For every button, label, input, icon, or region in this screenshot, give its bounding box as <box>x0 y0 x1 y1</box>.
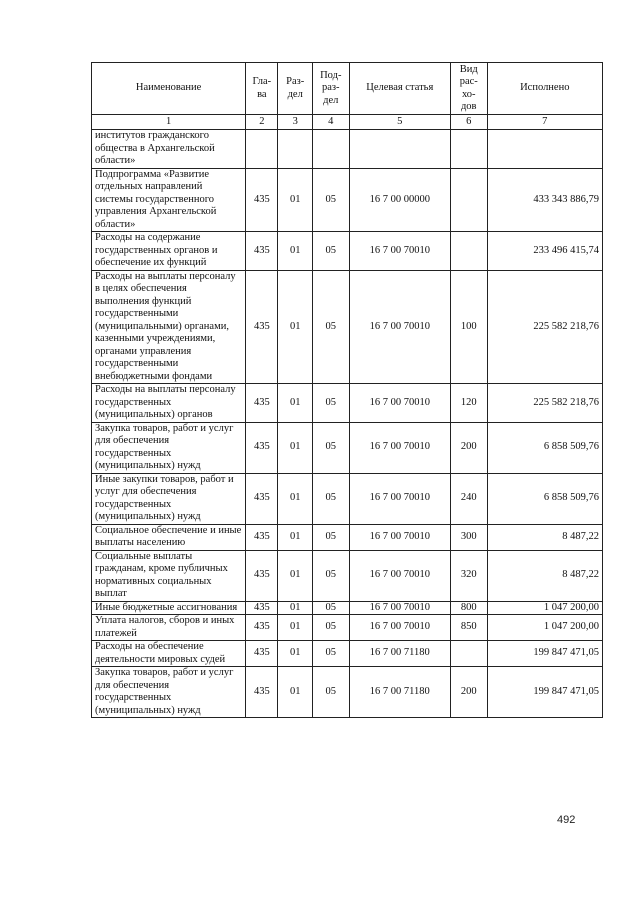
row-vid-cell: 850 <box>450 615 487 641</box>
row-name-cell: Расходы на выплаты персоналу в целях обеспечения выполнения функций государственными (муниципальными) органами, казенными учреждениями, органами управления государственными внебюджетными фондами <box>92 270 246 384</box>
row-razdel-cell: 01 <box>278 270 312 384</box>
row-amount-cell: 225 582 218,76 <box>487 384 602 423</box>
row-vid-cell <box>450 232 487 271</box>
column-number: 5 <box>349 115 450 130</box>
header-name: Наименование <box>92 63 246 115</box>
table-row <box>92 601 603 615</box>
row-razdel-cell <box>278 130 312 169</box>
table-row <box>92 422 603 473</box>
row-razdel-cell: 01 <box>278 232 312 271</box>
row-vid-cell: 200 <box>450 667 487 718</box>
table-row <box>92 232 603 271</box>
row-glava-cell: 435 <box>246 473 278 524</box>
row-razdel-cell: 01 <box>278 641 312 667</box>
column-number: 2 <box>246 115 278 130</box>
table-row <box>92 270 603 384</box>
row-podrazdel-cell <box>312 130 349 169</box>
row-amount-cell: 8 487,22 <box>487 550 602 601</box>
row-amount-cell: 199 847 471,05 <box>487 667 602 718</box>
row-vid-cell: 320 <box>450 550 487 601</box>
row-podrazdel-cell: 05 <box>312 384 349 423</box>
row-name-cell: Социальные выплаты гражданам, кроме публичных нормативных социальных выплат <box>92 550 246 601</box>
row-razdel-cell: 01 <box>278 550 312 601</box>
row-glava-cell: 435 <box>246 667 278 718</box>
row-podrazdel-cell: 05 <box>312 422 349 473</box>
table-row <box>92 473 603 524</box>
row-podrazdel-cell: 05 <box>312 667 349 718</box>
row-podrazdel-cell: 05 <box>312 524 349 550</box>
table-row <box>92 130 603 169</box>
row-razdel-cell: 01 <box>278 422 312 473</box>
budget-table <box>91 62 603 718</box>
row-name-cell: Расходы на обеспечение деятельности мировых судей <box>92 641 246 667</box>
header-razdel: Раз- дел <box>278 63 312 115</box>
row-glava-cell: 435 <box>246 615 278 641</box>
row-vid-cell: 300 <box>450 524 487 550</box>
column-number: 6 <box>450 115 487 130</box>
row-name-cell: Иные бюджетные ассигнования <box>92 601 246 615</box>
header-done: Исполнено <box>487 63 602 115</box>
row-razdel-cell: 01 <box>278 524 312 550</box>
row-target-cell: 16 7 00 70010 <box>349 384 450 423</box>
row-glava-cell: 435 <box>246 232 278 271</box>
page-number: 492 <box>557 814 576 826</box>
row-podrazdel-cell: 05 <box>312 615 349 641</box>
row-amount-cell: 1 047 200,00 <box>487 615 602 641</box>
header-target: Целевая статья <box>349 63 450 115</box>
row-target-cell: 16 7 00 71180 <box>349 667 450 718</box>
row-glava-cell: 435 <box>246 550 278 601</box>
row-target-cell: 16 7 00 70010 <box>349 422 450 473</box>
row-glava-cell: 435 <box>246 384 278 423</box>
row-target-cell: 16 7 00 70010 <box>349 601 450 615</box>
row-target-cell: 16 7 00 70010 <box>349 550 450 601</box>
table-body <box>92 130 603 718</box>
row-razdel-cell: 01 <box>278 667 312 718</box>
row-podrazdel-cell: 05 <box>312 232 349 271</box>
row-vid-cell <box>450 641 487 667</box>
row-target-cell: 16 7 00 70010 <box>349 473 450 524</box>
row-podrazdel-cell: 05 <box>312 270 349 384</box>
row-target-cell: 16 7 00 70010 <box>349 524 450 550</box>
table-row <box>92 524 603 550</box>
table-row <box>92 550 603 601</box>
row-razdel-cell: 01 <box>278 168 312 232</box>
row-name-cell: Иные закупки товаров, работ и услуг для обеспечения государственных (муниципальных) нужд <box>92 473 246 524</box>
row-glava-cell: 435 <box>246 168 278 232</box>
row-amount-cell: 8 487,22 <box>487 524 602 550</box>
table-header <box>92 63 603 130</box>
row-glava-cell <box>246 130 278 169</box>
row-podrazdel-cell: 05 <box>312 473 349 524</box>
header-vid: Вид рас- хо- дов <box>450 63 487 115</box>
row-name-cell: Закупка товаров, работ и услуг для обеспечения государственных (муниципальных) нужд <box>92 422 246 473</box>
row-amount-cell: 199 847 471,05 <box>487 641 602 667</box>
row-vid-cell: 200 <box>450 422 487 473</box>
header-podrazdel: Под- раз- дел <box>312 63 349 115</box>
row-amount-cell: 6 858 509,76 <box>487 422 602 473</box>
row-razdel-cell: 01 <box>278 601 312 615</box>
row-razdel-cell: 01 <box>278 473 312 524</box>
row-target-cell: 16 7 00 00000 <box>349 168 450 232</box>
column-number: 4 <box>312 115 349 130</box>
row-target-cell: 16 7 00 71180 <box>349 641 450 667</box>
row-name-cell: Закупка товаров, работ и услуг для обеспечения государственных (муниципальных) нужд <box>92 667 246 718</box>
row-vid-cell <box>450 130 487 169</box>
row-amount-cell: 233 496 415,74 <box>487 232 602 271</box>
row-vid-cell <box>450 168 487 232</box>
column-number: 7 <box>487 115 602 130</box>
row-target-cell: 16 7 00 70010 <box>349 232 450 271</box>
row-podrazdel-cell: 05 <box>312 168 349 232</box>
row-podrazdel-cell: 05 <box>312 601 349 615</box>
row-target-cell <box>349 130 450 169</box>
row-razdel-cell: 01 <box>278 615 312 641</box>
row-vid-cell: 800 <box>450 601 487 615</box>
row-name-cell: Расходы на содержание государственных органов и обеспечение их функций <box>92 232 246 271</box>
row-vid-cell: 100 <box>450 270 487 384</box>
column-number: 1 <box>92 115 246 130</box>
row-glava-cell: 435 <box>246 422 278 473</box>
column-numbers-row <box>92 115 603 130</box>
row-vid-cell: 120 <box>450 384 487 423</box>
row-amount-cell: 1 047 200,00 <box>487 601 602 615</box>
table-row <box>92 384 603 423</box>
header-glava: Гла- ва <box>246 63 278 115</box>
row-name-cell: Социальное обеспечение и иные выплаты населению <box>92 524 246 550</box>
table-row <box>92 615 603 641</box>
row-glava-cell: 435 <box>246 601 278 615</box>
row-glava-cell: 435 <box>246 524 278 550</box>
table-row <box>92 667 603 718</box>
row-name-cell: институтов гражданского общества в Архангельской области» <box>92 130 246 169</box>
row-glava-cell: 435 <box>246 641 278 667</box>
table-row <box>92 641 603 667</box>
row-target-cell: 16 7 00 70010 <box>349 270 450 384</box>
column-number: 3 <box>278 115 312 130</box>
row-target-cell: 16 7 00 70010 <box>349 615 450 641</box>
row-name-cell: Подпрограмма «Развитие отдельных направлений системы государственного управления Архангельской области» <box>92 168 246 232</box>
row-name-cell: Уплата налогов, сборов и иных платежей <box>92 615 246 641</box>
row-amount-cell: 433 343 886,79 <box>487 168 602 232</box>
row-name-cell: Расходы на выплаты персоналу государственных (муниципальных) органов <box>92 384 246 423</box>
row-amount-cell: 6 858 509,76 <box>487 473 602 524</box>
row-podrazdel-cell: 05 <box>312 641 349 667</box>
row-vid-cell: 240 <box>450 473 487 524</box>
table-row <box>92 168 603 232</box>
row-glava-cell: 435 <box>246 270 278 384</box>
row-amount-cell <box>487 130 602 169</box>
row-podrazdel-cell: 05 <box>312 550 349 601</box>
row-razdel-cell: 01 <box>278 384 312 423</box>
row-amount-cell: 225 582 218,76 <box>487 270 602 384</box>
